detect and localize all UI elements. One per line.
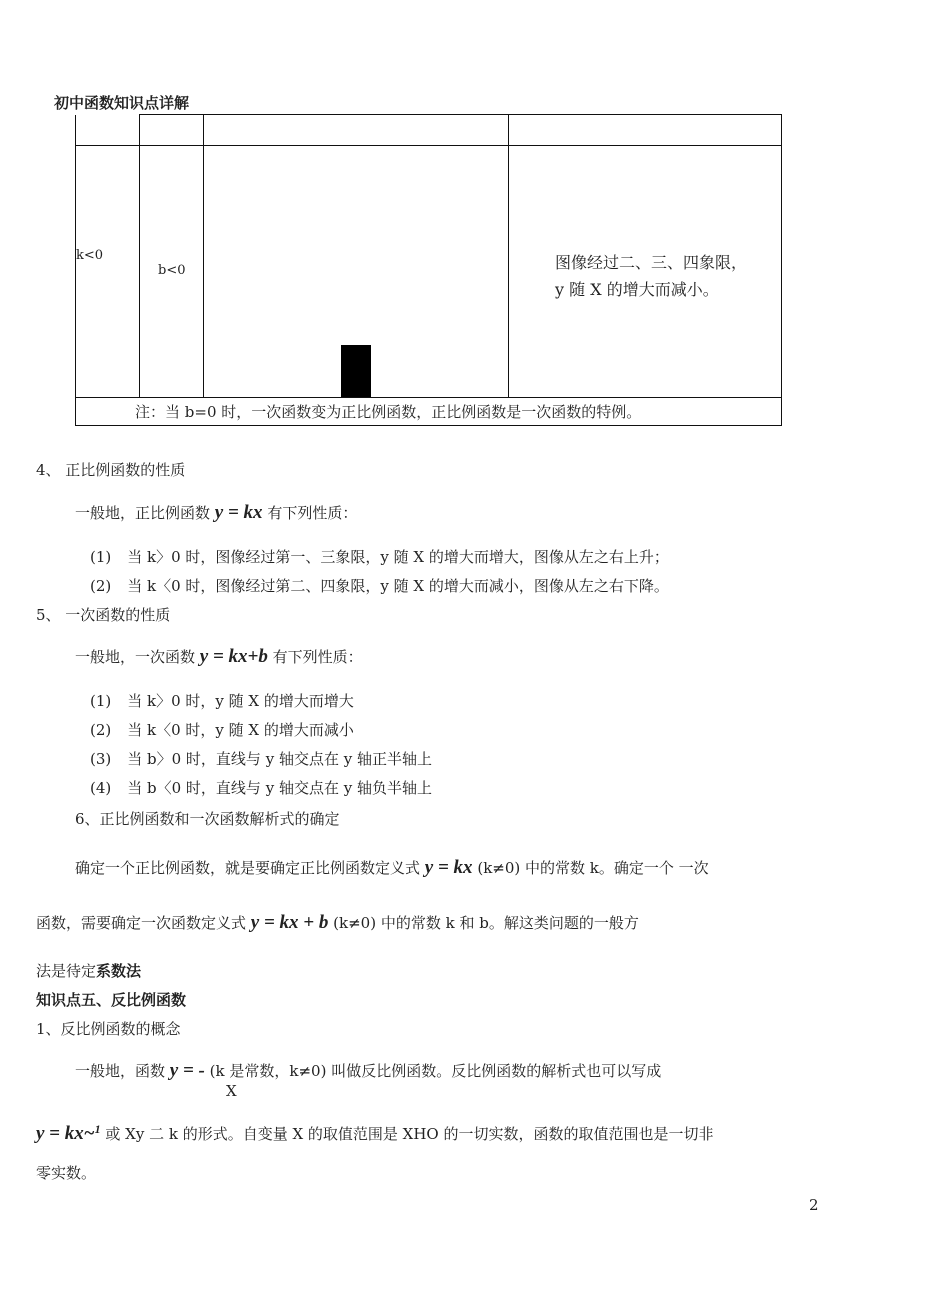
knowledge-point5-subheading: 1、反比例函数的概念 [36, 1020, 181, 1038]
section4-item-2: (2) 当 k〈0 时，图像经过第二、四象限，y 随 X 的增大而减小，图像从左之右下降。 [90, 577, 669, 595]
section4-item-1: (1) 当 k〉0 时，图像经过第一、三象限，y 随 X 的增大而增大，图像从左之右上升； [90, 548, 669, 566]
inverse-definition-line1: 一般地，函数 y = - (k 是常数，k≠0) 叫做反比例函数。反比例函数的解析式也可以写成 [75, 1060, 662, 1081]
section5-item-2: (2) 当 k〈0 时，y 随 X 的增大而减小 [90, 721, 354, 739]
formula-linear: y = kx+b [199, 646, 268, 667]
table-note: 注：当 b=0 时，一次函数变为正比例函数，正比例函数是一次函数的特例。 [135, 403, 642, 421]
section4-heading: 4、 正比例函数的性质 [36, 461, 186, 479]
formula-inverse-alt: y = kx~ [36, 1123, 95, 1144]
section5-item-4: (4) 当 b〈0 时，直线与 y 轴交点在 y 轴负半轴上 [90, 779, 432, 797]
formula-linear-def: y = kx + b [250, 912, 329, 933]
knowledge-point5-heading: 知识点五、反比例函数 [36, 991, 187, 1009]
graph-placeholder-block [341, 345, 371, 397]
inverse-definition-line2: y = kx~$^1$ 或 Xy 二 k 的形式。自变量 X 的取值范围是 XHO 的一切实数，函数的取值范围也是一切非 [36, 1122, 714, 1144]
table-description-line1: 图像经过二、三、四象限， [555, 253, 748, 272]
section4-intro: 一般地，正比例函数 y = kx 有下列性质： [75, 502, 358, 523]
section5-item-1: (1) 当 k〉0 时，y 随 X 的增大而增大 [90, 692, 354, 710]
section5-heading: 5、 一次函数的性质 [36, 606, 171, 624]
section5-intro: 一般地，一次函数 y = kx+b 有下列性质： [75, 646, 363, 667]
section6-paragraph-line2: 函数，需要确定一次函数定义式 y = kx + b (k≠0) 中的常数 k 和 b。解这类问题的一般方 [36, 912, 639, 933]
formula-proportional-def: y = kx [424, 857, 473, 878]
section6-heading: 6、正比例函数和一次函数解析式的确定 [75, 810, 340, 828]
k-condition-cell: k<0 [76, 248, 104, 263]
table-description-line2: y 随 X 的增大而减小。 [555, 280, 719, 299]
section5-item-3: (3) 当 b〉0 时，直线与 y 轴交点在 y 轴正半轴上 [90, 750, 432, 768]
inverse-definition-line3: 零实数。 [36, 1164, 97, 1182]
formula-proportional: y = kx [214, 502, 263, 523]
formula-inverse-denominator: X [226, 1082, 237, 1100]
section6-paragraph-line1: 确定一个正比例函数，就是要确定正比例函数定义式 y = kx (k≠0) 中的常数 k。确定一个 一次 [75, 857, 709, 878]
b-condition-cell: b<0 [158, 263, 186, 278]
section6-paragraph-line3: 法是待定系数法 [36, 962, 142, 980]
formula-inverse: y = - [169, 1060, 205, 1081]
page-title: 初中函数知识点详解 [54, 94, 190, 112]
page-number: 2 [809, 1196, 819, 1214]
